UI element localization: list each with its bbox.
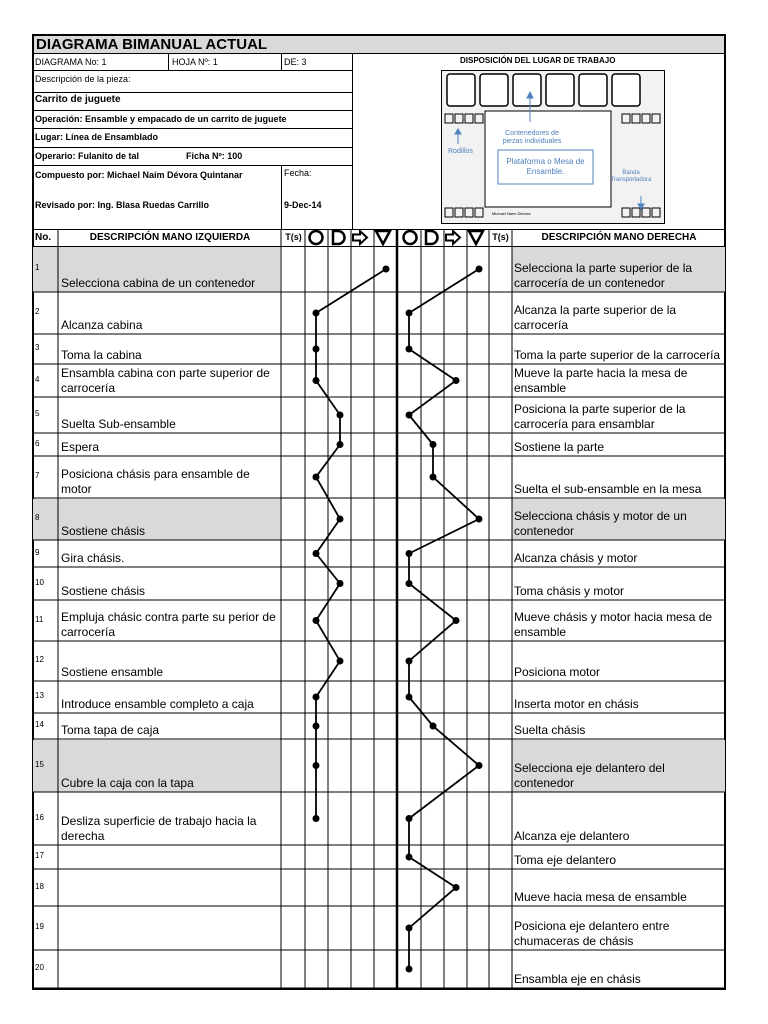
col-right-desc: DESCRIPCIÓN MANO DERECHA	[541, 232, 697, 243]
left-hand-description: Espera	[61, 440, 100, 454]
step-marker	[406, 815, 413, 822]
col-ts-left: T(s)	[285, 232, 302, 242]
step-marker	[337, 580, 344, 587]
left-hand-description: Selecciona cabina de un contenedor	[61, 276, 256, 290]
hoja-no: HOJA Nº: 1	[172, 57, 218, 67]
row-number: 14	[35, 720, 44, 729]
right-hand-description: Mueve chásis y motor hacia mesa de ensamble	[514, 610, 713, 639]
right-hand-description: Toma la parte superior de la carrocería	[514, 348, 721, 362]
right-hand-description: Posiciona eje delantero entre chumaceras de chásis	[514, 919, 670, 948]
right-hand-description: Sostiene la parte	[514, 440, 605, 454]
step-marker	[453, 617, 460, 624]
left-hand-description: Gira chásis.	[61, 551, 125, 565]
step-marker	[313, 474, 320, 481]
right-hand-description: Posiciona la parte superior de la carrocería para ensamblar	[514, 402, 686, 431]
step-marker	[313, 694, 320, 701]
row-number: 12	[35, 655, 44, 664]
step-marker	[430, 441, 437, 448]
banda-label: Banda Transportadora	[610, 170, 652, 183]
row-number: 19	[35, 922, 44, 931]
step-marker	[313, 550, 320, 557]
row-number: 4	[35, 375, 40, 384]
step-marker	[406, 412, 413, 419]
plataforma-label: Plataforma o Mesa de Ensamble.	[506, 157, 585, 176]
right-hand-description: Toma eje delantero	[514, 853, 617, 867]
step-marker	[406, 346, 413, 353]
row-number: 3	[35, 343, 40, 352]
row-number: 11	[35, 615, 44, 624]
left-hand-path	[316, 269, 386, 819]
right-hand-description: Alcanza chásis y motor	[514, 551, 638, 565]
step-marker	[337, 412, 344, 419]
left-hand-description: Toma la cabina	[61, 348, 142, 362]
signature-text: Michael Naím Dévora	[492, 211, 531, 216]
step-marker	[337, 658, 344, 665]
step-marker	[406, 925, 413, 932]
left-hand-description: Empluja chásic contra parte su perior de carrocería	[61, 610, 276, 639]
right-hand-description: Selecciona la parte superior de la carrocería de un contenedor	[514, 261, 693, 290]
row-number: 20	[35, 963, 44, 972]
col-no: No.	[35, 232, 52, 243]
step-marker	[453, 377, 460, 384]
row-number: 16	[35, 813, 44, 822]
pieza-value: Carrito de juguete	[35, 94, 121, 105]
ficha-field: Ficha Nº: 100	[186, 151, 243, 161]
row-number: 10	[35, 578, 44, 587]
step-marker	[476, 516, 483, 523]
row-number: 15	[35, 760, 44, 769]
layout-title: DISPOSICIÓN DEL LUGAR DE TRABAJO	[460, 56, 616, 65]
operacion-field: Operación: Ensamble y empacado de un carrito de juguete	[35, 114, 287, 124]
compuesto-field: Compuesto por: Michael Naím Dévora Quintanar	[35, 170, 243, 180]
right-hand-description: Mueve hacia mesa de ensamble	[514, 890, 687, 904]
step-marker	[430, 723, 437, 730]
right-hand-description: Suelta chásis	[514, 723, 586, 737]
row-number: 5	[35, 409, 40, 418]
right-hand-description: Toma chásis y motor	[514, 584, 625, 598]
left-hand-description: Posiciona chásis para ensamble de motor	[61, 467, 250, 496]
row-number: 2	[35, 307, 40, 316]
row-number: 9	[35, 548, 40, 557]
step-marker	[313, 723, 320, 730]
step-marker	[313, 815, 320, 822]
diagrama-no: DIAGRAMA No: 1	[35, 57, 107, 67]
left-hand-description: Cubre la caja con la tapa	[61, 776, 194, 790]
de-field: DE: 3	[284, 57, 307, 67]
descripcion-label: Descripción de la pieza:	[35, 74, 131, 84]
right-hand-description: Ensambla eje en chásis	[514, 972, 641, 986]
left-hand-description: Toma tapa de caja	[61, 723, 160, 737]
left-hand-description: Desliza superficie de trabajo hacia la derecha	[61, 814, 257, 843]
left-hand-description: Suelta Sub-ensamble	[61, 417, 176, 431]
step-marker	[476, 762, 483, 769]
step-marker	[383, 266, 390, 273]
step-marker	[313, 377, 320, 384]
right-hand-description: Posiciona motor	[514, 665, 601, 679]
fecha-value: 9-Dec-14	[284, 200, 322, 210]
contenedores-label: Contenedores de piezas individuales	[502, 130, 562, 145]
right-hand-description: Alcanza la parte superior de la carrocería	[514, 303, 677, 332]
right-hand-description: Mueve la parte hacia la mesa de ensamble	[514, 366, 688, 395]
rodillos-label: Rodillos	[448, 148, 473, 155]
col-left-desc: DESCRIPCIÓN MANO IZQUIERDA	[89, 232, 251, 243]
row-number: 17	[35, 851, 44, 860]
step-marker	[337, 516, 344, 523]
step-marker	[430, 474, 437, 481]
right-hand-description: Selecciona chásis y motor de un contenedor	[514, 509, 687, 538]
step-marker	[406, 310, 413, 317]
row-number: 1	[35, 263, 40, 272]
step-marker	[406, 580, 413, 587]
step-marker	[313, 762, 320, 769]
left-hand-description: Ensambla cabina con parte superior de carrocería	[61, 366, 270, 395]
right-hand-description: Suelta el sub-ensamble en la mesa	[514, 482, 702, 496]
step-marker	[406, 854, 413, 861]
page-title: DIAGRAMA BIMANUAL ACTUAL	[36, 36, 268, 53]
left-hand-description: Introduce ensamble completo a caja	[61, 697, 254, 711]
right-hand-path	[409, 269, 479, 969]
step-marker	[406, 966, 413, 973]
lugar-field: Lugar: Línea de Ensamblado	[35, 132, 159, 142]
row-number: 18	[35, 882, 44, 891]
row-number: 7	[35, 471, 40, 480]
row-number: 6	[35, 439, 40, 448]
step-marker	[476, 266, 483, 273]
right-hand-description: Inserta motor en chásis	[514, 697, 639, 711]
step-marker	[313, 310, 320, 317]
step-marker	[453, 884, 460, 891]
left-hand-description: Sostiene chásis	[61, 584, 146, 598]
operario-field: Operario: Fulanito de tal	[35, 151, 140, 161]
step-marker	[406, 550, 413, 557]
step-marker	[406, 694, 413, 701]
revisado-field: Revisado por: Ing. Blasa Ruedas Carrillo	[35, 200, 210, 210]
left-hand-description: Alcanza cabina	[61, 318, 143, 332]
fecha-label: Fecha:	[284, 168, 312, 178]
step-marker	[337, 441, 344, 448]
left-hand-description: Sostiene chásis	[61, 524, 146, 538]
right-hand-description: Alcanza eje delantero	[514, 829, 630, 843]
left-hand-description: Sostiene ensamble	[61, 665, 164, 679]
step-marker	[406, 658, 413, 665]
right-hand-description: Selecciona eje delantero del contenedor	[514, 761, 665, 790]
row-number: 8	[35, 513, 40, 522]
step-marker	[313, 346, 320, 353]
row-number: 13	[35, 691, 44, 700]
col-ts-right: T(s)	[492, 232, 509, 242]
step-marker	[313, 617, 320, 624]
